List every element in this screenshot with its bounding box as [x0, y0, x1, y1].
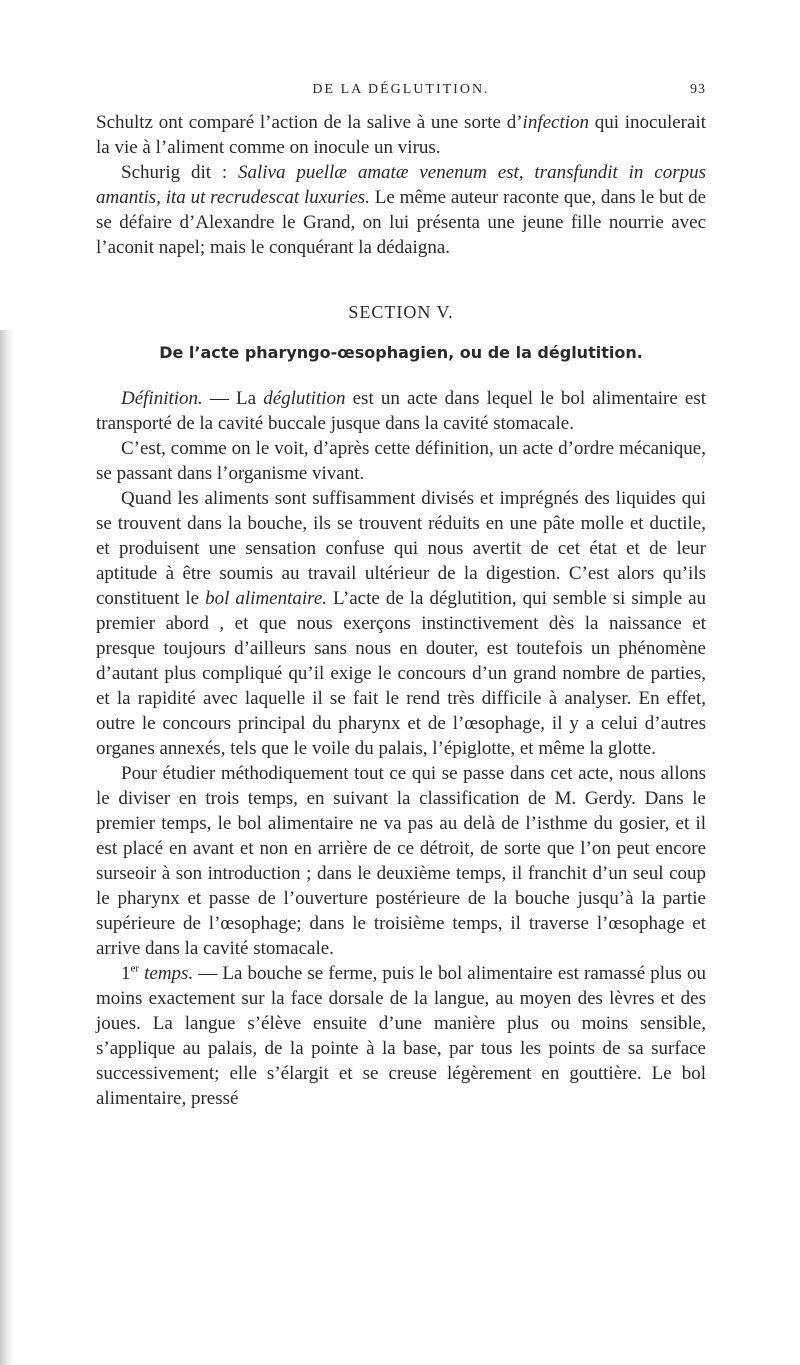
- text-run: — La: [202, 388, 264, 409]
- text-run: Quand les aliments sont suffisamment divisés et imprégnés des liquides qui se trouvent dans la bouche, ils se trouvent réduits en une pâte molle et ductile, et produisent une sensation confuse qui nous avertit de cet état et de leur aptitude à être soumis au travail ultérieur de la digestion. C’est alors qu’ils constituent le: [96, 488, 706, 609]
- running-head-title: DE LA DÉGLUTITION.: [312, 82, 490, 97]
- text-run: est un acte dans lequel le bol alimentaire est transporté de la cavité buccale jusque dans la cavité stomacale.: [96, 388, 706, 434]
- page-number: 93: [690, 82, 706, 97]
- book-page: [96, 82, 706, 1111]
- paragraph-first-time: [96, 961, 706, 1111]
- italic-term: infection: [522, 112, 590, 133]
- page-edge-shadow: [0, 330, 14, 1365]
- section-subtitle: De l’acte pharyngo-œsophagien, ou de la déglutition.: [159, 343, 643, 362]
- text-run: — La bouche se ferme, puis le bol alimentaire est ramassé plus ou moins exactement sur la face dorsale de la langue, au moyen des lèvres et des joues. La langue s’élève ensuite d’une manière plus ou moins sensible, s’applique au palais, de la pointe à la base, par tous les points de sa surface successivement; elle s’élargit et se creuse légèrement en gouttière. Le bol alimentaire, pressé: [96, 963, 707, 1109]
- section-title: SECTION V.: [348, 302, 454, 322]
- paragraph-definition: [96, 386, 706, 436]
- text-run: Le même auteur raconte que, dans le but de se défaire d’Alexandre le Grand, on lui présenta une jeune fille nourrie avec l’aconit napel; mais le conquérant la dédaigna.: [96, 187, 706, 258]
- definition-label: Définition.: [121, 388, 203, 409]
- paragraph-schultz: [96, 110, 706, 160]
- italic-term: bol alimentaire.: [205, 588, 328, 609]
- paragraph-mechanical: C’est, comme on le voit, d’après cette définition, un acte d’ordre mécanique, se passant dans l’organisme vivant.: [96, 438, 706, 484]
- text-run: L’acte de la déglutition, qui semble si simple au premier abord , et que nous exerçons instinctivement dès la naissance et presque toujours d’ailleurs sans nous en douter, est toutefois un phénomène d’autant plus compliqué qu’il exige le concours d’un grand nombre de parties, et la rapidité avec laquelle il se fait le rend très difficile à analyser. En effet, outre le concours principal du pharynx et de l’œsophage, il y a celui d’autres organes annexés, tels que le voile du palais, l’épiglotte, et même la glotte.: [96, 588, 706, 759]
- paragraph-schurig: [96, 160, 706, 260]
- step-number: 1: [121, 963, 131, 984]
- paragraph-aliments: [96, 486, 706, 761]
- step-label: temps.: [139, 963, 194, 984]
- running-head: [96, 82, 706, 110]
- text-run: Schurig dit :: [121, 162, 238, 183]
- italic-term: déglutition: [263, 388, 346, 409]
- paragraph-method: Pour étudier méthodiquement tout ce qui se passe dans cet acte, nous allons le diviser en trois temps, en suivant la classification de M. Gerdy. Dans le premier temps, le bol alimentaire ne va pas au delà de l’isthme du gosier, et il est placé en avant et non en arrière de ce détroit, de sorte que l’on peut encore surseoir à son introduction ; dans le deuxième temps, il franchit d’un seul coup le pharynx et passe de l’ouverture postérieure de la bouche jusqu’à la partie supérieure de l’œsophage; dans le troisième temps, il traverse l’œsophage et arrive dans la cavité stomacale.: [96, 763, 706, 959]
- latin-quote: Saliva puellæ amatæ venenum est, transfundit in corpus amantis, ita ut recrudescat luxuries.: [96, 162, 706, 208]
- text-run: qui inoculerait la vie à l’aliment comme on inocule un virus.: [96, 112, 706, 158]
- text-run: Schultz ont comparé l’action de la salive à une sorte d’: [96, 112, 523, 133]
- ordinal-suffix: er: [130, 962, 140, 975]
